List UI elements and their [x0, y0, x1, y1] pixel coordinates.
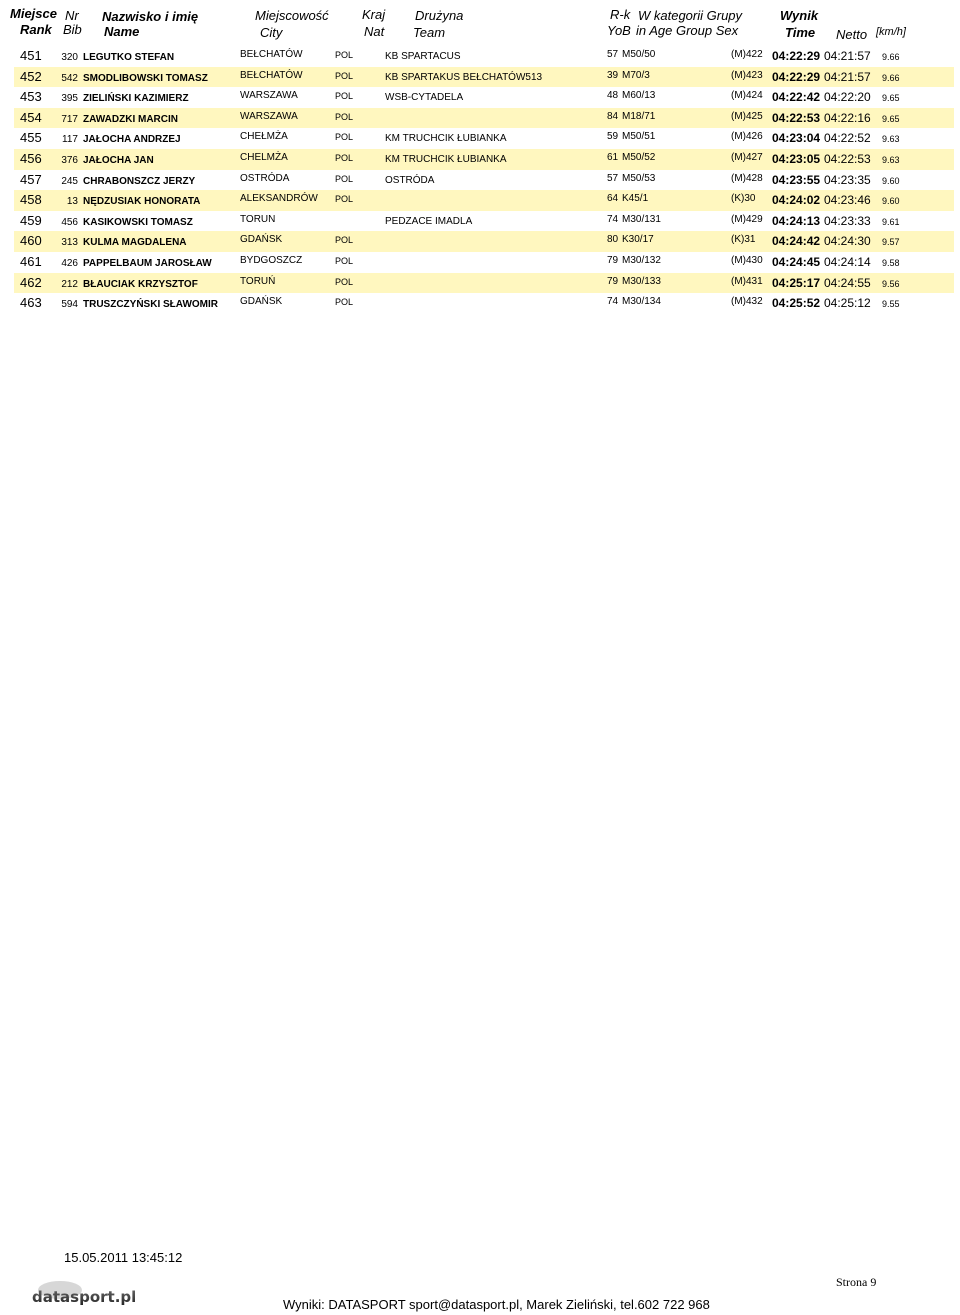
bib-cell: 542	[61, 72, 78, 84]
table-row	[14, 231, 954, 252]
age-group-cell: M50/53	[622, 172, 656, 184]
sex-place-cell: (M)432	[731, 296, 763, 308]
city-cell: TORUN	[240, 213, 276, 225]
header-age-en: in Age Group Sex	[636, 23, 739, 38]
speed-cell: 9.65	[882, 93, 900, 104]
city-cell: BEŁCHATÓW	[240, 49, 303, 60]
time-cell: 04:24:45	[772, 254, 821, 269]
rank-cell: 451	[20, 48, 42, 63]
table-row	[14, 108, 954, 129]
nat-cell: POL	[335, 194, 354, 205]
bib-cell: 313	[61, 237, 78, 249]
sex-place-cell: (M)427	[731, 151, 763, 163]
team-cell: KB SPARTACUS	[385, 51, 461, 62]
bib-cell: 456	[61, 216, 78, 228]
speed-cell: 9.61	[882, 216, 900, 227]
sex-place-cell: (M)431	[731, 275, 763, 287]
time-cell: 04:24:42	[772, 234, 821, 249]
speed-cell: 9.66	[882, 72, 900, 83]
speed-cell: 9.57	[882, 237, 900, 248]
nat-cell: POL	[335, 111, 354, 122]
age-group-cell: M50/50	[622, 49, 656, 60]
age-group-cell: M18/71	[622, 110, 656, 122]
time-cell: 04:25:52	[772, 296, 821, 311]
footer-credits: Wyniki: DATASPORT sport@datasport.pl, Marek Zieliński, tel.602 722 968	[283, 1297, 710, 1312]
table-row	[14, 211, 954, 232]
rank-cell: 457	[20, 171, 42, 187]
rank-cell: 453	[20, 89, 42, 105]
sex-place-cell: (M)426	[731, 131, 763, 143]
bib-cell: 320	[61, 52, 78, 63]
time-cell: 04:23:55	[772, 172, 821, 187]
bib-cell: 395	[61, 93, 78, 105]
city-cell: OSTRÓDA	[240, 172, 290, 184]
header-yob-en: YoB	[607, 23, 631, 38]
name-cell: JAŁOCHA ANDRZEJ	[83, 134, 181, 146]
header-nat-en: Nat	[364, 24, 385, 39]
nat-cell: POL	[335, 152, 354, 163]
bib-cell: 245	[61, 175, 78, 187]
table-row	[14, 149, 954, 170]
datasport-logo	[30, 1276, 137, 1312]
age-group-cell: K45/1	[622, 193, 649, 205]
table-row	[14, 273, 954, 294]
age-group-cell: K30/17	[622, 234, 654, 246]
logo-text: datasport.pl	[32, 1288, 137, 1306]
yob-cell: 74	[607, 213, 619, 225]
page-number: Strona 9	[836, 1275, 877, 1289]
name-cell: ZIELIŃSKI KAZIMIERZ	[83, 93, 189, 105]
time-cell: 04:23:04	[772, 131, 821, 146]
speed-cell: 9.55	[882, 299, 900, 310]
rank-cell: 455	[20, 130, 42, 146]
yob-cell: 79	[607, 275, 619, 287]
time-cell: 04:22:53	[772, 110, 821, 125]
age-group-cell: M30/132	[622, 254, 661, 266]
speed-cell: 9.58	[882, 257, 900, 268]
netto-cell: 04:22:52	[824, 131, 871, 146]
speed-cell: 9.66	[882, 52, 900, 62]
age-group-cell: M50/51	[622, 131, 656, 143]
rank-cell: 458	[20, 192, 42, 208]
city-cell: GDAŃSK	[240, 296, 283, 308]
name-cell: PAPPELBAUM JAROSŁAW	[83, 257, 212, 269]
nat-cell: POL	[335, 173, 354, 184]
team-cell: KM TRUCHCIK ŁUBIANKA	[385, 153, 507, 165]
netto-cell: 04:23:35	[824, 172, 871, 187]
header-bib-en: Bib	[63, 22, 82, 37]
name-cell: ZAWADZKI MARCIN	[83, 113, 178, 125]
sex-place-cell: (M)430	[731, 254, 763, 266]
header-name-en: Name	[104, 24, 140, 39]
speed-cell: 9.56	[882, 278, 900, 289]
rank-cell: 463	[20, 295, 42, 311]
header-bib-pl: Nr	[65, 8, 79, 23]
yob-cell: 84	[607, 110, 619, 122]
yob-cell: 48	[607, 90, 619, 102]
rank-cell: 454	[20, 109, 42, 125]
name-cell: JAŁOCHA JAN	[83, 154, 154, 166]
netto-cell: 04:21:57	[824, 49, 871, 63]
header-name-pl: Nazwisko i imię	[102, 9, 199, 24]
name-cell: LEGUTKO STEFAN	[83, 52, 175, 63]
city-cell: BYDGOSZCZ	[240, 254, 303, 266]
netto-cell: 04:22:53	[824, 151, 871, 166]
rank-cell: 462	[20, 274, 42, 290]
team-cell: WSB-CYTADELA	[385, 92, 464, 104]
city-cell: TORUŃ	[240, 275, 276, 287]
bib-cell: 376	[61, 154, 78, 166]
header-time-pl: Wynik	[780, 8, 819, 23]
print-datetime: 15.05.2011 13:45:12	[64, 1250, 183, 1265]
header-team-pl: Drużyna	[415, 8, 464, 23]
nat-cell: POL	[335, 276, 354, 287]
header-netto: Netto	[836, 27, 868, 42]
bib-cell: 594	[61, 299, 78, 311]
yob-cell: 74	[607, 296, 619, 308]
bib-cell: 717	[61, 113, 78, 125]
header-time-en: Time	[785, 25, 816, 40]
sex-place-cell: (M)423	[731, 69, 763, 81]
name-cell: BŁAUCIAK KRZYSZTOF	[83, 278, 198, 290]
age-group-cell: M30/134	[622, 296, 661, 308]
header-age-pl: W kategorii Grupy	[638, 8, 743, 23]
table-row	[14, 293, 954, 314]
netto-cell: 04:24:55	[824, 275, 871, 290]
table-row	[14, 252, 954, 273]
bib-cell: 13	[66, 196, 78, 208]
table-row	[14, 170, 954, 191]
age-group-cell: M70/3	[622, 69, 650, 81]
rank-cell: 461	[20, 253, 42, 269]
speed-cell: 9.65	[882, 113, 900, 124]
yob-cell: 80	[607, 234, 619, 246]
yob-cell: 59	[607, 131, 619, 143]
nat-cell: POL	[335, 297, 354, 308]
netto-cell: 04:24:30	[824, 234, 871, 249]
time-cell: 04:24:13	[772, 213, 821, 228]
rank-cell: 459	[20, 212, 42, 228]
rank-cell: 456	[20, 150, 42, 166]
sex-place-cell: (M)429	[731, 213, 763, 225]
name-cell: KASIKOWSKI TOMASZ	[83, 216, 193, 228]
nat-cell: POL	[335, 235, 354, 246]
speed-cell: 9.63	[882, 134, 900, 145]
name-cell: TRUSZCZYŃSKI SŁAWOMIR	[83, 299, 218, 311]
nat-cell: POL	[335, 50, 354, 60]
table-row	[14, 190, 954, 211]
time-cell: 04:25:17	[772, 275, 821, 290]
name-cell: NĘDZUSIAK HONORATA	[83, 196, 201, 208]
time-cell: 04:22:29	[772, 49, 821, 63]
city-cell: WARSZAWA	[240, 90, 298, 102]
header-kmh: [km/h]	[876, 26, 906, 38]
netto-cell: 04:23:33	[824, 213, 871, 228]
city-cell: ALEKSANDRÓW	[240, 193, 318, 205]
age-group-cell: M50/52	[622, 151, 656, 163]
header-city-en: City	[260, 25, 283, 40]
netto-cell: 04:22:20	[824, 90, 871, 105]
sex-place-cell: (M)424	[731, 90, 763, 102]
city-cell: CHELMŻA	[240, 151, 288, 163]
table-row	[14, 67, 954, 88]
bib-cell: 426	[61, 257, 78, 269]
table-row	[14, 128, 954, 149]
age-group-cell: M30/133	[622, 275, 661, 287]
time-cell: 04:22:42	[772, 90, 821, 105]
sex-place-cell: (M)428	[731, 172, 763, 184]
netto-cell: 04:25:12	[824, 296, 871, 311]
team-cell: KM TRUCHCIK ŁUBIANKA	[385, 133, 507, 145]
time-cell: 04:22:29	[772, 69, 821, 84]
yob-cell: 57	[607, 172, 619, 184]
name-cell: CHRABONSZCZ JERZY	[83, 175, 196, 187]
yob-cell: 64	[607, 193, 619, 205]
time-cell: 04:23:05	[772, 151, 821, 166]
netto-cell: 04:21:57	[824, 69, 871, 84]
speed-cell: 9.60	[882, 175, 900, 186]
city-cell: BEŁCHATÓW	[240, 69, 303, 81]
yob-cell: 57	[607, 49, 619, 60]
header-city-pl: Miejscowość	[255, 8, 329, 23]
speed-cell: 9.63	[882, 154, 900, 165]
city-cell: CHEŁMŻA	[240, 131, 288, 143]
header-team-en: Team	[413, 25, 446, 40]
netto-cell: 04:24:14	[824, 254, 871, 269]
results-table	[14, 46, 954, 314]
nat-cell: POL	[335, 132, 354, 143]
age-group-cell: M30/131	[622, 213, 661, 225]
team-cell: PEDZACE IMADLA	[385, 215, 473, 227]
header-rank-pl: Miejsce	[10, 6, 57, 21]
table-row	[14, 46, 954, 67]
bib-cell: 212	[61, 278, 78, 290]
team-cell: KB SPARTAKUS BEŁCHATÓW513	[385, 71, 543, 83]
name-cell: KULMA MAGDALENA	[83, 237, 187, 249]
sex-place-cell: (M)422	[731, 49, 763, 60]
yob-cell: 39	[607, 69, 619, 81]
bib-cell: 117	[62, 134, 78, 146]
team-cell: OSTRÓDA	[385, 174, 435, 186]
nat-cell: POL	[335, 70, 354, 81]
rank-cell: 460	[20, 233, 42, 249]
rank-cell: 452	[20, 68, 42, 84]
time-cell: 04:24:02	[772, 193, 821, 208]
speed-cell: 9.60	[882, 196, 900, 207]
netto-cell: 04:22:16	[824, 110, 871, 125]
age-group-cell: M60/13	[622, 90, 656, 102]
header-rank-en: Rank	[20, 22, 52, 37]
sex-place-cell: (K)30	[731, 193, 756, 205]
city-cell: WARSZAWA	[240, 110, 298, 122]
nat-cell: POL	[335, 255, 354, 266]
sex-place-cell: (M)425	[731, 110, 763, 122]
header-nat-pl: Kraj	[362, 7, 386, 22]
header-yob-pl: R-k	[610, 7, 631, 22]
yob-cell: 61	[607, 151, 619, 163]
sex-place-cell: (K)31	[731, 234, 756, 246]
yob-cell: 79	[607, 254, 619, 266]
table-row	[14, 87, 954, 108]
netto-cell: 04:23:46	[824, 193, 871, 208]
nat-cell: POL	[335, 91, 354, 102]
city-cell: GDAŃSK	[240, 234, 283, 246]
name-cell: SMODLIBOWSKI TOMASZ	[83, 72, 208, 84]
